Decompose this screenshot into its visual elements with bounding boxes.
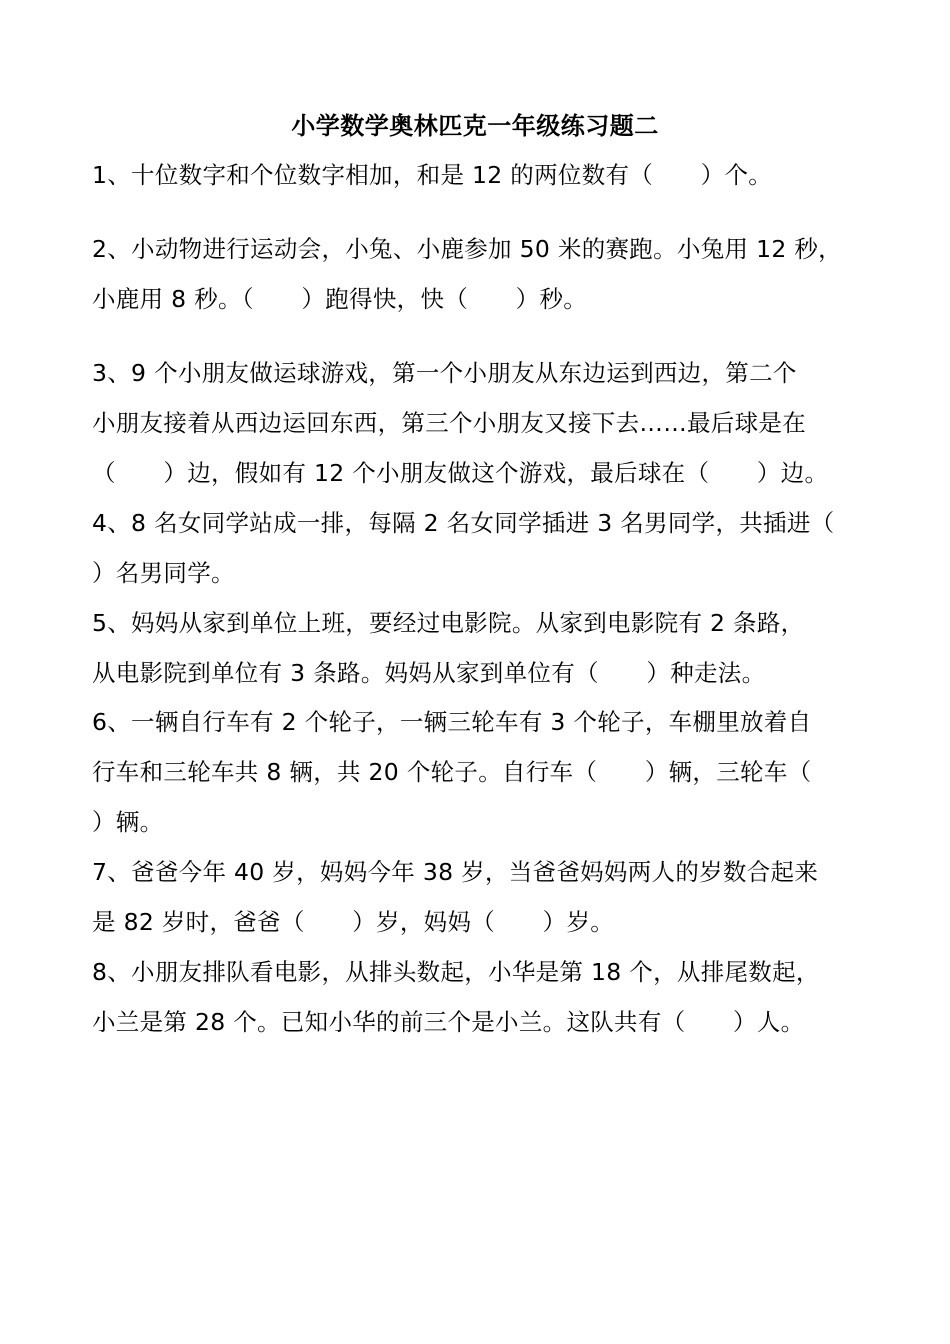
problem-2-line-2: 小鹿用 8 秒。（ ）跑得快，快（ ）秒。 [92,285,588,313]
problem-3-line-1: 3、9 个小朋友做运球游戏，第一个小朋友从东边运到西边，第二个 [92,359,797,387]
problem-7-line-2: 是 82 岁时，爸爸（ ）岁，妈妈（ ）岁。 [92,908,615,936]
problem-7-line-1: 7、爸爸今年 40 岁，妈妈今年 38 岁，当爸爸妈妈两人的岁数合起来 [92,858,819,886]
problem-6-line-1: 6、一辆自行车有 2 个轮子，一辆三轮车有 3 个轮子，车棚里放着自 [92,708,812,736]
problem-5-line-2: 从电影院到单位有 3 条路。妈妈从家到单位有（ ）种走法。 [92,659,766,687]
problem-8-line-1: 8、小朋友排队看电影，从排头数起，小华是第 18 个，从排尾数起， [92,958,820,986]
problem-6-line-3: ）辆。 [92,808,164,836]
problem-4-line-2: ）名男同学。 [92,559,235,587]
problem-1-line-1: 1、十位数字和个位数字相加，和是 12 的两位数有（ ）个。 [92,161,773,189]
problem-5-line-1: 5、妈妈从家到单位上班，要经过电影院。从家到电影院有 2 条路， [92,609,805,637]
problem-3-line-3: （ ）边，假如有 12 个小朋友做这个游戏，最后球在（ ）边。 [92,459,829,487]
problem-3-line-2: 小朋友接着从西边运回东西，第三个小朋友又接下去……最后球是在 [92,409,806,437]
problem-8-line-2: 小兰是第 28 个。已知小华的前三个是小兰。这队共有（ ）人。 [92,1008,805,1036]
document-title: 小学数学奥林匹克一年级练习题二 [291,112,659,140]
problem-2-line-1: 2、小动物进行运动会，小兔、小鹿参加 50 米的赛跑。小兔用 12 秒， [92,235,842,263]
problem-4-line-1: 4、8 名女同学站成一排，每隔 2 名女同学插进 3 名男同学，共插进（ [92,509,835,537]
problem-6-line-2: 行车和三轮车共 8 辆，共 20 个轮子。自行车（ ）辆，三轮车（ [92,758,812,786]
